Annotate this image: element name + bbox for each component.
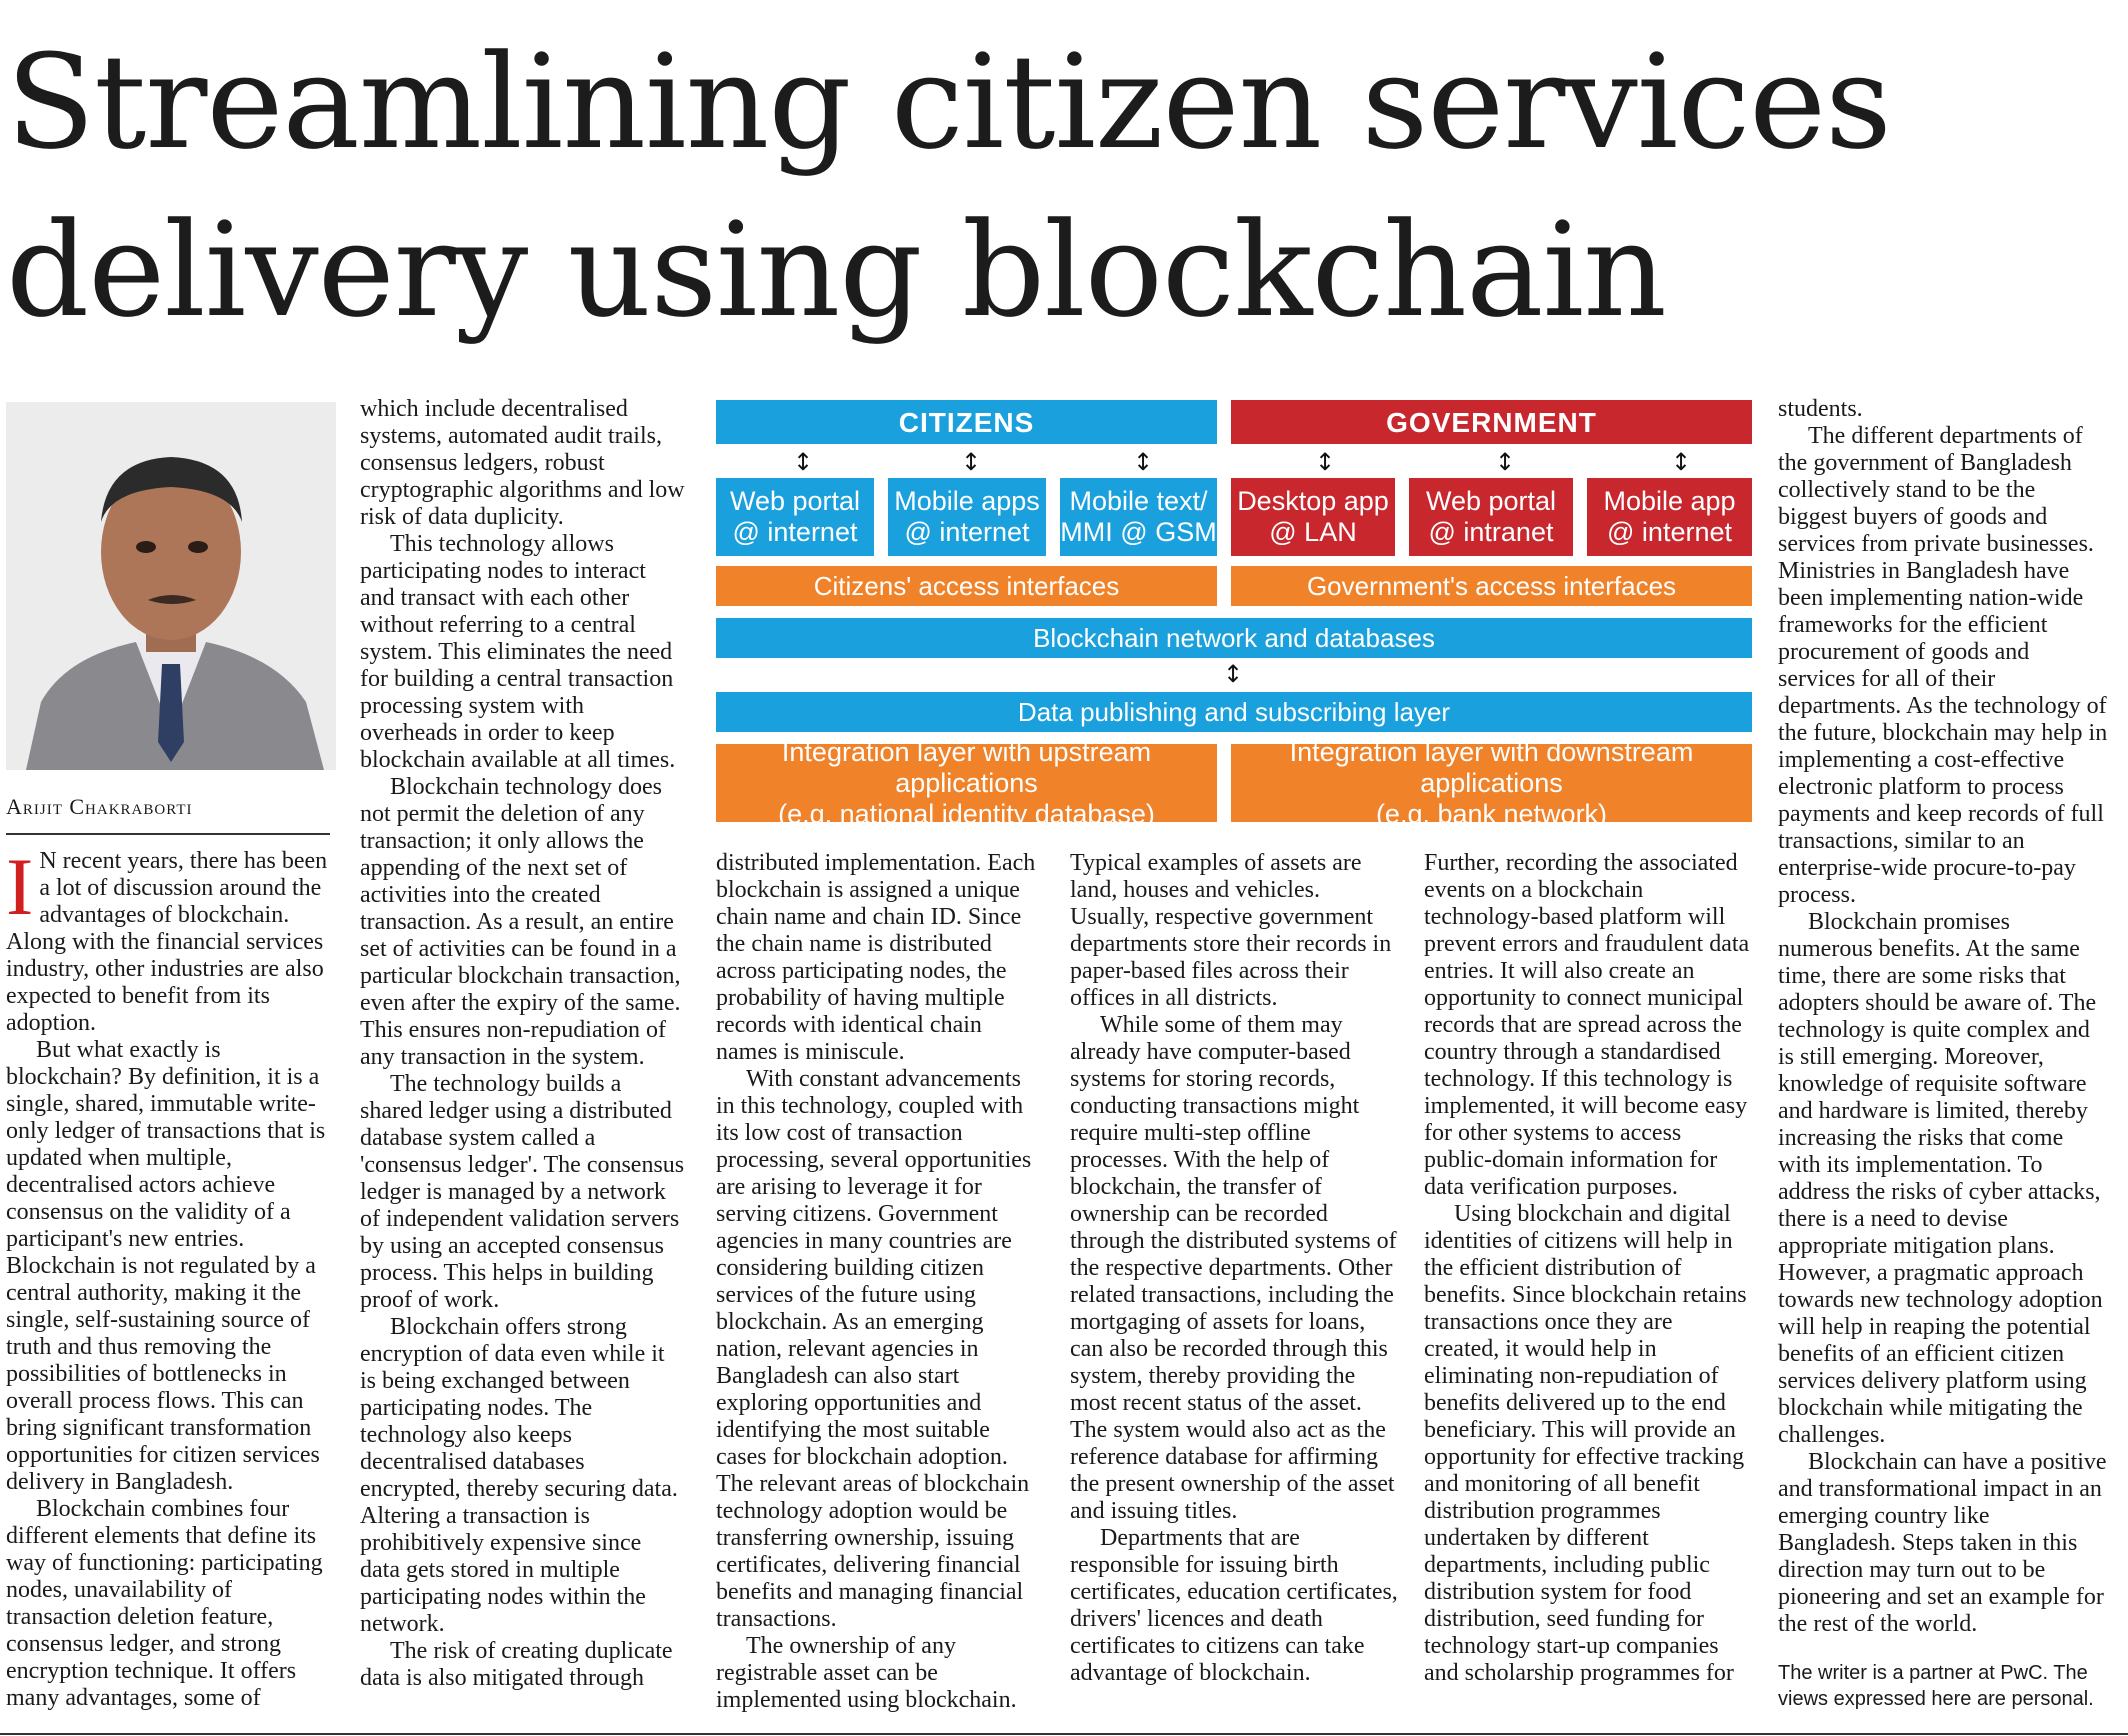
paragraph: Departments that are responsible for issuing birth certificates, education certificates, drivers' licences and death certificates to citizens can take advantage of blockchain. (1070, 1525, 1398, 1686)
paragraph: Blockchain promises numerous benefits. At the same time, there are some risks that adopters should be aware of. The technology is quite complex and is still emerging. Moreover, knowledge of requisite software and hardware is limited, thereby increasing the risks that come with its implementation. To address the risks of cyber attacks, there is a need to devise appropriate mitigation plans. However, a pragmatic approach towards new technology adoption will help in reaping the potential benefits of an efficient citizen services delivery platform using blockchain while mitigating the challenges. (1778, 909, 2103, 1448)
paragraph: But what exactly is blockchain? By definition, it is a single, shared, immutable write-only ledger of transactions that is updated when multiple, decentralised actors achieve consensus on the validity of a participant's new entries. Blockchain is not regulated by a central authority, making it the single, self-sustaining source of truth and thus removing the possibilities of bottlenecks in overall process flows. This can bring significant transformation opportunities for citizen services delivery in Bangladesh. (6, 1037, 326, 1495)
channel-web-portal-internet: Web portal @ internet (716, 478, 874, 556)
paragraph: This technology allows participating nodes to interact and transact with each other without referring to a central system. This eliminates the need for building a central transaction processing system with overheads in order to keep blockchain available at all times. (360, 531, 676, 773)
paragraph: The different departments of the government of Bangladesh collectively stand to be the biggest buyers of goods and services from private businesses. Ministries in Bangladesh have been implementing nation-wide frameworks for the efficient procurement of goods and services for all of their departments. As the technology of the future, blockchain may help in implementing a cost-effective electronic platform to process payments and keep records of full transactions, similar to an enterprise-wide procure-to-pay process. (1778, 423, 2108, 908)
double-arrow-icon: ↕ (1132, 448, 1154, 476)
downstream-integration-layer: Integration layer with downstream applications (e.g. bank network) (1231, 744, 1752, 822)
article-column-5 (1424, 850, 1752, 1687)
paragraph: The technology builds a shared ledger using a distributed database system called a 'consensus ledger'. The consensus ledger is managed by a network of independent validation servers by using an accepted consensus process. This helps in building proof of work. (360, 1071, 685, 1313)
government-header: GOVERNMENT (1231, 400, 1752, 444)
government-access-interfaces: Government's access interfaces (1231, 566, 1752, 606)
article-column-3 (716, 850, 1044, 1714)
paragraph: Blockchain technology does not permit the deletion of any transaction; it only allows the appending of the next set of activities into the created transaction. As a result, an entire set of activities can be found in a particular blockchain transaction, even after the expiry of the same. This ensures non-repudiation of any transaction in the system. (360, 774, 681, 1070)
author-photo (6, 402, 336, 770)
author-disclaimer: The writer is a partner at PwC. The views expressed here are personal. (1778, 1662, 2094, 1710)
channel-mobile-text-mmi-gsm: Mobile text/ MMI @ GSM (1060, 478, 1217, 556)
upstream-integration-layer: Integration layer with upstream applications (e.g. national identity database) (716, 744, 1217, 822)
paragraph: Blockchain combines four different elements that define its way of functioning: participating nodes, unavailability of transaction deletion feature, consensus ledger, and strong encryption technique. It offers many advantages, some of (6, 1496, 323, 1711)
double-arrow-icon: ↕ (792, 448, 814, 476)
blockchain-architecture-diagram (716, 400, 1752, 829)
channel-desktop-app-lan: Desktop app @ LAN (1231, 478, 1395, 556)
double-arrow-icon: ↕ (960, 448, 982, 476)
citizens-access-interfaces: Citizens' access interfaces (716, 566, 1217, 606)
blockchain-network-layer: Blockchain network and databases (716, 618, 1752, 658)
paragraph: Using blockchain and digital identities of citizens will help in the efficient distribution of benefits. Since blockchain retains transactions once they are created, it would help in eliminating non-repudiation of benefits delivered up to the end beneficiary. This will provide an opportunity for effective tracking and monitoring of all benefit distribution programmes undertaken by different departments, including public distribution system for food distribution, seed funding for technology start-up companies and scholarship programmes for (1424, 1201, 1747, 1686)
bottom-divider (0, 1733, 2128, 1735)
channel-mobile-app-internet: Mobile app @ internet (1587, 478, 1752, 556)
headline (6, 18, 2116, 354)
article-column-2 (360, 396, 686, 1692)
citizens-header: CITIZENS (716, 400, 1217, 444)
paragraph: distributed implementation. Each blockchain is assigned a unique chain name and chain ID. Since the chain name is distributed across participating nodes, the probability of having multiple records with identical chain names is miniscule. (716, 850, 1036, 1065)
channel-mobile-apps-internet: Mobile apps @ internet (888, 478, 1046, 556)
drop-cap: I (6, 841, 34, 932)
paragraph: which include decentralised systems, automated audit trails, consensus ledgers, robust cryptographic algorithms and low risk of data duplicity. (360, 396, 685, 530)
channel-web-portal-intranet: Web portal @ intranet (1409, 478, 1573, 556)
author-byline: Arijit Chakraborti (6, 794, 193, 819)
headline-line-1: Streamlining citizen services (6, 26, 1891, 178)
double-arrow-icon: ↕ (1670, 448, 1692, 476)
article-column-1 (6, 841, 332, 1712)
paragraph: Typical examples of assets are land, houses and vehicles. Usually, respective government departments store their records in paper-based files across their offices in all districts. (1070, 850, 1392, 1011)
headline-line-2: delivery using blockchain (6, 194, 1666, 346)
paragraph: The risk of creating duplicate data is also mitigated through (360, 1638, 673, 1691)
paragraph: students. (1778, 396, 1863, 422)
paragraph: With constant advancements in this technology, coupled with its low cost of transaction processing, several opportunities are arising to leverage it for serving citizens. Government agencies in many countries are considering building citizen services of the future using blockchain. As an emerging nation, relevant agencies in Bangladesh can also start exploring opportunities and identifying the most suitable cases for blockchain adoption. The relevant areas of blockchain technology adoption would be transferring ownership, issuing certificates, delivering financial benefits and managing financial transactions. (716, 1066, 1032, 1632)
paragraph: Blockchain offers strong encryption of data even while it is being exchanged between participating nodes. The technology also keeps decentralised databases encrypted, thereby securing data. Altering a transaction is prohibitively expensive since data gets stored in multiple participating nodes within the network. (360, 1314, 678, 1637)
byline-divider (6, 833, 330, 835)
paragraph: I N recent years, there has been a lot of discussion around the advantages of blockchain. Along with the financial services industry, other industries are also expected to benefit from its adoption. (6, 841, 328, 1036)
double-arrow-icon: ↕ (1494, 448, 1516, 476)
paragraph: Blockchain can have a positive and transformational impact in an emerging country like Bangladesh. Steps taken in this direction may turn out to be pioneering and set an example for the rest of the world. (1778, 1449, 2107, 1637)
paragraph: The ownership of any registrable asset can be implemented using blockchain. (716, 1633, 1017, 1713)
double-arrow-icon: ↕ (1314, 448, 1336, 476)
paragraph: While some of them may already have computer-based systems for storing records, conducting transactions might require multi-step offline processes. With the help of blockchain, the transfer of ownership can be recorded through the distributed systems of the respective departments. Other related transactions, including the mortgaging of assets for loans, can also be recorded through this system, thereby providing the most recent status of the asset. The system would also act as the reference database for affirming the present ownership of the asset and issuing titles. (1070, 1012, 1397, 1524)
article-column-6 (1778, 396, 2108, 1638)
article-column-4 (1070, 850, 1398, 1687)
paragraph: Further, recording the associated events on a blockchain technology-based platform will prevent errors and fraudulent data entries. It will also create an opportunity to connect municipal records that are spread across the country through a standardised technology. If this technology is implemented, it will become easy for other systems to access public-domain information for data verification purposes. (1424, 850, 1750, 1200)
author-portrait-illustration (6, 402, 336, 770)
data-publishing-layer: Data publishing and subscribing layer (716, 692, 1752, 732)
double-arrow-icon: ↕ (1222, 660, 1244, 688)
